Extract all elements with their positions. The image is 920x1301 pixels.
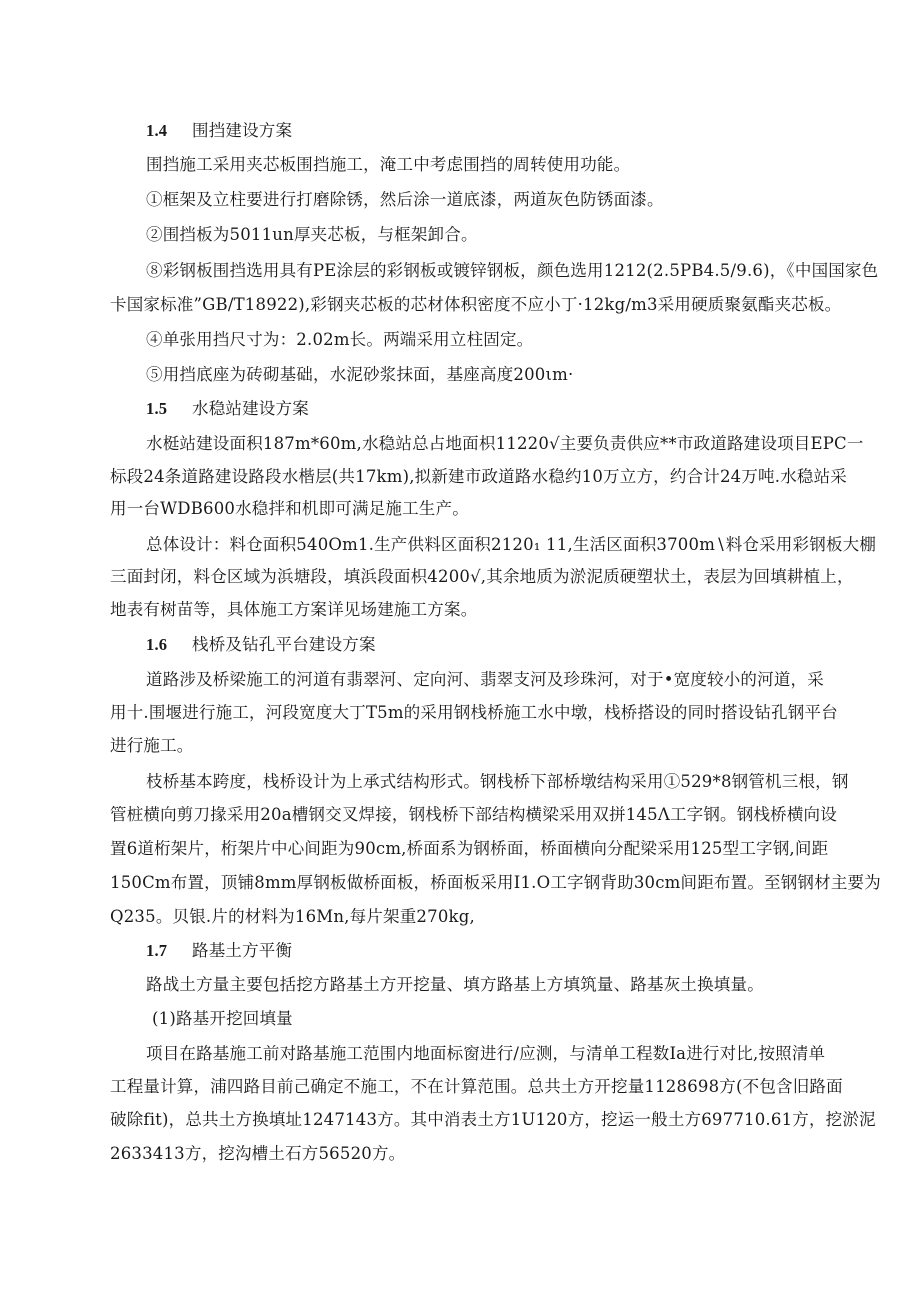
paragraph-line: 标段24条道路建设路段水楷层(共17km),拟新建市政道路水稳约10万立方，约合计24万吨.水稳站采 [110,467,847,486]
paragraph-line: Q235。贝银.片的材料为16Mn,每片架重270kg, [110,907,475,926]
paragraph-line: 置6道桁架片，桁架片中心间距为90cm,桥面系为钢桥面，桥面横向分配梁采用125型工字钢,间距 [110,839,829,858]
paragraph-line: 破除fit)，总共土方换填址1247143方。其中消表土方1U120方，挖运一般土方697710.61方，挖淤泥 [110,1110,876,1129]
section-number: 1.6 [146,635,168,654]
paragraph-line: 枝桥基本跨度，栈桥设计为上承式结构形式。钢栈桥下部桥墩结构采用①529*8钢管机三根，钢 [146,772,849,791]
paragraph-line: 地表有树苗等，具体施工方案详见场建施工方案。 [110,600,478,619]
section-title: 路基土方平衡 [192,941,293,960]
paragraph-line: 总体设计：料仓面积540Om1.生产供料区面积2120₁ 11,生活区面积3700m∖料仓采用彩钢板大棚 [146,535,877,554]
paragraph-line: 用一台WDB600水稳拌和机即可满足施工生产。 [110,499,469,518]
section-heading-1-6 [146,634,376,656]
paragraph-line: 围挡施工采用夹芯板围挡施工，淹工中考虑围挡的周转使用功能。 [146,155,631,174]
section-heading-1-4 [146,120,292,142]
section-title: 栈桥及钻孔平台建设方案 [192,635,376,654]
section-number: 1.4 [146,121,168,140]
paragraph-line: 卡国家标准”GB/T18922),彩钢夹芯板的芯材体积密度不应小丁·12kg∕m3采用硬质聚氨酯夹芯板。 [110,295,842,314]
paragraph-line: ④单张用挡尺寸为：2.02m长。两端采用立柱固定。 [146,330,534,349]
paragraph-line: 150Cm布置，顶铺8mm厚钢板做桥面板，桥面板采用I1.O工字钢背助30cm间距布置。至钢钢材主要为 [110,873,881,892]
section-heading-1-7 [146,940,292,962]
paragraph-line: 项目在路基施工前对路基施工范围内地面标窗进行/应测，与清单工程数Ia进行对比,按照清单 [146,1044,826,1063]
section-heading-1-5 [146,398,309,420]
paragraph-line: 道路涉及桥梁施工的河道有翡翠河、定向河、翡翠支河及珍珠河，对于•宽度较小的河道，采 [146,670,824,689]
paragraph-line: 管桩横向剪刀掾采用20a槽钢交叉焊接，钢栈桥下部结构横梁采用双拼145Λ工字钢。钢栈桥横向设 [110,805,837,824]
paragraph-line: 水梃站建设面积187m*60m,水稳站总占地面枳11220√主要负责供应**市政道路建设项目EPC一 [146,434,864,453]
paragraph-line: 进行施工。 [110,736,194,755]
section-number: 1.7 [146,941,168,960]
paragraph-line: 路战土方量主要包括挖方路基土方开挖量、填方路基上方填筑量、路基灰土换填量。 [146,975,764,994]
paragraph-line: 工程量计算，浦四路目前己确定不施工，不在计算范围。总共土方开挖量1128698方(不包含旧路面 [110,1077,843,1096]
paragraph-line: ⑧彩钢板围挡选用具有PE涂层的彩钢板或镀锌钢板，颜色选用1212(2.5PB4.5/9.6)，《中国国家色 [146,261,879,280]
paragraph-line: 2633413方，挖沟槽土石方56520方。 [110,1144,406,1163]
paragraph-line: ②围挡板为5011un厚夹芯板，与框架卸合。 [146,225,478,244]
paragraph-line: 三面封闭，料仓区域为浜塘段，填浜段面枳4200√,其余地质为淤泥质硬塑状土，表层为回填耕植上， [110,567,854,586]
section-title: 水稳站建设方案 [192,399,309,418]
section-number: 1.5 [146,399,168,418]
paragraph-line: 用十.围堰进行施工，河段宽度大丁T5m的采用钢栈桥施工水中墩，栈桥搭设的同时搭设钻孔钢平台 [110,703,838,722]
paragraph-line: ⑤用挡底座为砖砌基础，水泥砂浆抹面，基座高度200ιm· [146,365,574,384]
section-title: 围挡建设方案 [192,121,293,140]
paragraph-line: ①框架及立柱要进行打磨除锈，然后涂一道底漆，两道灰色防锈面漆。 [146,190,664,209]
sub-heading: (1)路基开挖回填量 [152,1009,293,1028]
